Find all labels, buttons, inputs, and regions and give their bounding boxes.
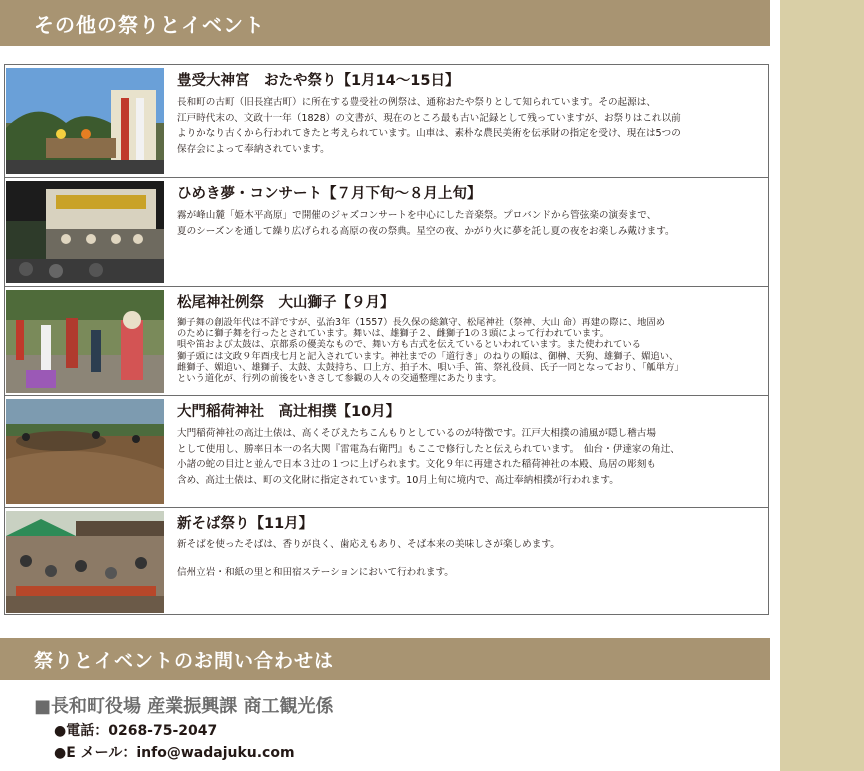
contact-organization: ■長和町役場 産業振興課 商工観光係 [34,696,334,717]
event-row-himeki [5,178,768,287]
event-description: 新そばを使ったそばは、香りが良く、歯応えもあり、そば本来の美味しさが楽しめます。 信州立岩・和紙の里と和田宿ステーションにおいて行われます。 [177,539,560,578]
events-table [4,64,769,615]
event-description: 大門稲荷神社の高辻土俵は、高くそびえたちこんもりとしているのが特徴です。江戸大相撲の浦風が隠し稽古場 として使用し、勝率日本一の名大関『雷電為右衛門』もここで修行したと伝えられています。 仙台・伊達家の角辻、 小諸の蛇の目辻と並んで日本３辻の１つに上げられます。文化９年に再建された稲荷神社の本殿、鳥居の彫刻も 含め、高辻土俵は、町の文化財に指定されています。10月上旬に境内で、高辻奉納相撲が行われます。 [177,428,680,486]
events-section-header [0,0,770,46]
event-row-matsuo [5,287,768,396]
event-row-soba [5,508,768,614]
event-title: 松尾神社例祭 大山獅子【９月】 [177,295,395,311]
contact-section-title: 祭りとイベントのお問い合わせは [34,649,335,672]
contact-section-header [0,638,770,680]
side-panel [780,0,864,771]
event-title: 大門稲荷神社 高辻相撲【10月】 [177,404,401,420]
event-description: 獅子舞の創設年代は不詳ですが、弘治3年（1557）長久保の総鎮守、松尾神社（祭神、大山 命）再建の際に、地固め のために獅子舞を行ったとされています。舞いは、雄獅子２、雌獅子1の３頭によって行われています。 唄や笛および太鼓は、京都系の優美なもので、舞い方も古式を伝えているといわれています。また使われている 獅子頭には文政９年酉戌七月と記入されています。神社までの「道行き」のねりの順は、御榊、天狗、雄獅子、媚追い、 雌獅子、媚追い、雄獅子、太鼓、太鼓持ち、口上方、拍子木、唄い手、笛、祭礼役員、氏子一同となっており、「觚単方」 という道化が、行列の前後をいきさして参観の人々の交通整理にあたります。 [177,317,684,385]
event-photo-matsuo [6,290,164,393]
contact-phone: ●電話：0268-75-2047 [54,723,218,739]
event-photo-daimon [6,399,164,504]
event-title: 豊受大神宮 おたや祭り【1月14〜15日】 [177,73,460,89]
events-section-title: その他の祭りとイベント [34,12,265,37]
contact-info [34,692,334,762]
event-photo-otaya [6,68,164,174]
event-description: 長和町の古町（旧長窪古町）に所在する豊受社の例祭は、通称おたや祭りとして知られています。その起源は、 江戸時代末の、文政十一年（1828）の文書が、現在のところ最も古い記録として残っていますが、お祭りはこれ以前 よりかなり古くから行われてきたと考えられています。山車は、素朴な農民美術を伝承財の指定を受け、現在は5つの 保存会によって奉納されています。 [177,97,681,155]
event-title: 新そば祭り【11月】 [177,516,314,532]
event-description: 霧が峰山麓「姫木平高原」で開催のジャズコンサートを中心にした音楽祭。プロバンドから管弦楽の演奏まで、 夏のシーズンを通して繰り広げられる高原の夜の祭典。星空の夜、かがり火に夢を託し夏の夜をお楽しみ戴けます。 [177,210,675,237]
event-photo-himeki [6,181,164,283]
event-title: ひめき夢・コンサート【７月下旬〜８月上旬】 [177,186,482,202]
event-row-daimon [5,396,768,508]
contact-email[interactable]: ●E メール：info@wadajuku.com [54,745,295,761]
event-photo-soba [6,511,164,613]
event-row-otaya [5,65,768,178]
